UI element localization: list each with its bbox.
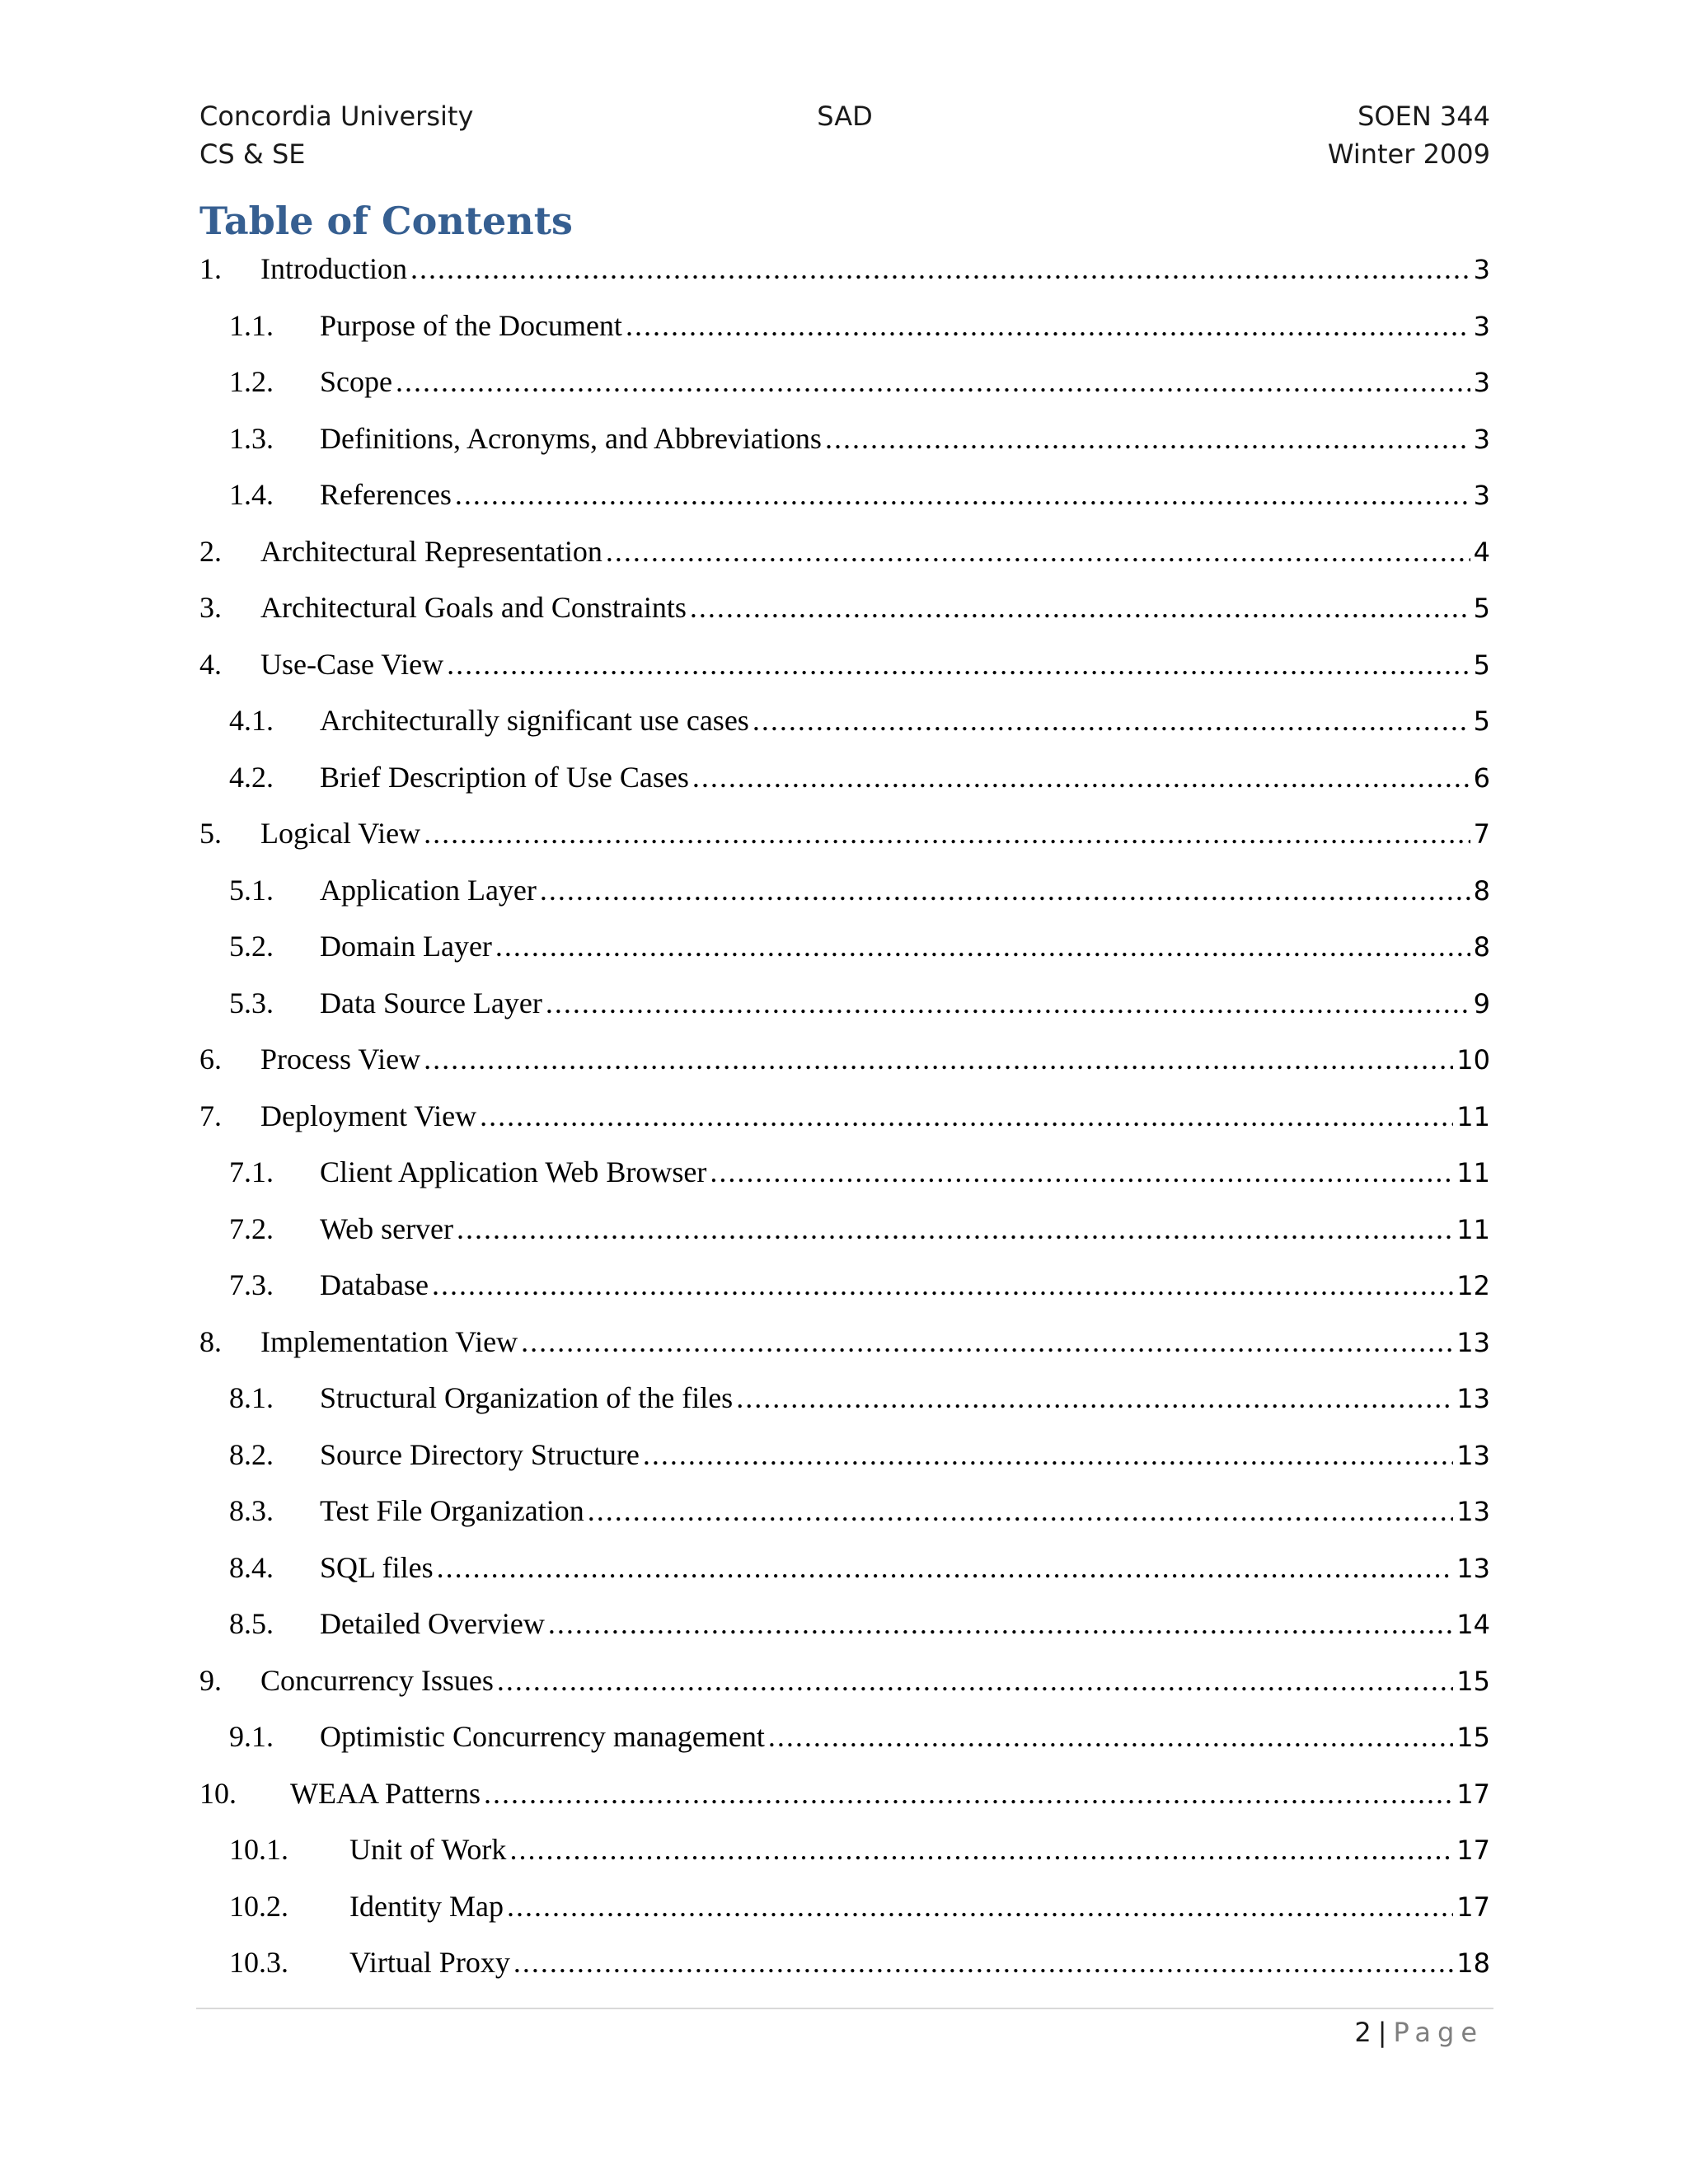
toc-dot-leader [768, 1717, 1453, 1756]
toc-dot-leader [410, 249, 1470, 288]
header-department: CS & SE [199, 138, 306, 170]
toc-entry-page[interactable]: 18 [1456, 1947, 1490, 1979]
toc-entry-title[interactable]: Concurrency Issues [260, 1663, 494, 1697]
toc-dot-leader [692, 757, 1470, 797]
toc-dot-leader [437, 1548, 1454, 1587]
toc-dot-leader [825, 419, 1470, 458]
toc-entry-number: 7. [199, 1099, 222, 1132]
toc-dot-leader [606, 532, 1470, 571]
toc-dot-leader [546, 983, 1470, 1023]
toc-entry-page[interactable]: 3 [1473, 423, 1490, 455]
toc-entry-page[interactable]: 5 [1473, 649, 1490, 681]
toc-entry[interactable] [199, 1717, 1490, 1774]
footer-page-word: Page [1393, 2017, 1484, 2048]
header-document-code: SAD [817, 101, 873, 132]
toc-entry-title[interactable]: Architectural Representation [260, 534, 603, 568]
toc-entry-page[interactable]: 13 [1456, 1383, 1490, 1414]
toc-dot-leader [432, 1265, 1453, 1305]
toc-dot-leader [736, 1378, 1453, 1418]
toc-entry-title[interactable]: Definitions, Acronyms, and Abbreviations [320, 421, 822, 455]
toc-dot-leader [643, 1435, 1453, 1474]
toc-entry-number: 5.1. [229, 873, 274, 907]
toc-entry-page[interactable]: 9 [1473, 987, 1490, 1019]
toc-entry-page[interactable]: 15 [1456, 1722, 1490, 1753]
toc-entry[interactable] [199, 1886, 1490, 1943]
toc-entry-number: 10.3. [229, 1946, 288, 1979]
toc-dot-leader [455, 475, 1470, 514]
toc-dot-leader [690, 588, 1470, 627]
toc-entry[interactable] [199, 1491, 1490, 1548]
toc-entry-title[interactable]: Detailed Overview [320, 1607, 545, 1640]
toc-entry-title[interactable]: References [320, 478, 452, 511]
toc-dot-leader [484, 1774, 1453, 1813]
toc-entry-title[interactable]: Brief Description of Use Cases [320, 760, 689, 794]
toc-dot-leader [626, 306, 1470, 345]
toc-dot-leader [540, 870, 1470, 910]
toc-entry-title[interactable]: Client Application Web Browser [320, 1155, 707, 1188]
toc-entry-page[interactable]: 3 [1473, 367, 1490, 398]
toc-entry-number: 1.2. [229, 365, 274, 398]
toc-entry-title[interactable]: Data Source Layer [320, 986, 542, 1019]
toc-entry-page[interactable]: 13 [1456, 1439, 1490, 1471]
toc-entry-title[interactable]: SQL files [320, 1550, 434, 1584]
toc-dot-leader [396, 362, 1470, 401]
toc-entry-number: 8.2. [229, 1437, 274, 1471]
toc-dot-leader [710, 1152, 1453, 1192]
toc-entry-number: 1. [199, 252, 222, 285]
toc-entry[interactable] [199, 1265, 1490, 1322]
toc-entry-title[interactable]: Test File Organization [320, 1494, 584, 1527]
header-university: Concordia University [199, 101, 474, 132]
toc-entry-page[interactable]: 11 [1456, 1213, 1490, 1245]
toc-entry-title[interactable]: Scope [320, 365, 392, 398]
toc-entry[interactable] [199, 1096, 1490, 1153]
toc-entry[interactable] [199, 1322, 1490, 1379]
toc-entry[interactable] [199, 1774, 1490, 1830]
toc-entry-page[interactable]: 13 [1456, 1496, 1490, 1527]
toc-entry-page[interactable]: 12 [1456, 1270, 1490, 1301]
toc-dot-leader [495, 926, 1470, 966]
toc-entry-number: 10. [199, 1776, 237, 1810]
toc-entry-title[interactable]: Introduction [260, 252, 407, 285]
toc-entry[interactable] [199, 306, 1490, 363]
toc-entry[interactable] [199, 1152, 1490, 1209]
footer-separator: | [1377, 2017, 1387, 2048]
toc-entry-page[interactable]: 17 [1456, 1778, 1490, 1810]
toc-entry-number: 8.4. [229, 1550, 274, 1584]
toc-entry[interactable] [199, 813, 1490, 870]
footer-divider [196, 2008, 1493, 2009]
toc-dot-leader [497, 1661, 1453, 1700]
toc-entry-title[interactable]: Optimistic Concurrency management [320, 1720, 765, 1753]
toc-entry-title[interactable]: Deployment View [260, 1099, 477, 1132]
toc-entry-title[interactable]: Architecturally significant use cases [320, 704, 749, 737]
table-of-contents [199, 249, 1490, 1999]
toc-entry[interactable] [199, 588, 1490, 644]
toc-entry-page[interactable]: 3 [1473, 480, 1490, 511]
toc-entry-number: 5.3. [229, 986, 274, 1019]
toc-dot-leader [753, 701, 1470, 740]
toc-entry-number: 4. [199, 647, 222, 681]
page-header [199, 97, 1490, 173]
toc-entry[interactable] [199, 1435, 1490, 1492]
toc-entry-page[interactable]: 11 [1456, 1100, 1490, 1132]
toc-entry-title[interactable]: WEAA Patterns [290, 1776, 481, 1810]
toc-entry[interactable] [199, 1378, 1490, 1435]
toc-dot-leader [513, 1943, 1453, 1982]
toc-entry-number: 9.1. [229, 1720, 274, 1753]
toc-entry-title[interactable]: Purpose of the Document [320, 308, 622, 342]
toc-dot-leader [457, 1209, 1453, 1249]
toc-dot-leader [447, 644, 1470, 684]
toc-entry[interactable] [199, 249, 1490, 306]
toc-entry-page[interactable]: 13 [1456, 1552, 1490, 1584]
header-term: Winter 2009 [1327, 138, 1490, 170]
toc-dot-leader [507, 1886, 1453, 1926]
toc-entry-title[interactable]: Web server [320, 1212, 454, 1245]
toc-entry-number: 10.2. [229, 1889, 288, 1923]
toc-entry-number: 6. [199, 1043, 222, 1076]
toc-entry-page[interactable]: 11 [1456, 1157, 1490, 1188]
toc-entry[interactable] [199, 1661, 1490, 1718]
page-footer [1354, 2013, 1484, 2052]
toc-entry-number: 7.1. [229, 1155, 274, 1188]
toc-entry-number: 5.2. [229, 930, 274, 963]
toc-dot-leader [521, 1322, 1453, 1361]
toc-dot-leader [424, 1039, 1453, 1079]
toc-dot-leader [480, 1096, 1453, 1136]
toc-entry-page[interactable]: 7 [1473, 818, 1490, 850]
toc-entry-number: 10.1. [229, 1833, 288, 1866]
toc-entry-page[interactable]: 5 [1473, 593, 1490, 624]
toc-heading: Table of Contents [199, 199, 573, 243]
toc-entry[interactable] [199, 1943, 1490, 1999]
toc-entry-title[interactable]: Process View [260, 1043, 421, 1076]
header-right [1328, 97, 1490, 173]
toc-entry-page[interactable]: 4 [1473, 536, 1490, 568]
toc-entry-number: 9. [199, 1663, 222, 1697]
toc-entry-title[interactable]: Identity Map [349, 1889, 504, 1923]
footer-page-number: 2 [1354, 2017, 1372, 2048]
toc-entry-page[interactable]: 15 [1456, 1665, 1490, 1697]
toc-entry[interactable] [199, 419, 1490, 476]
toc-dot-leader [548, 1604, 1453, 1643]
toc-entry[interactable] [199, 644, 1490, 701]
toc-entry-number: 1.4. [229, 478, 274, 511]
header-course: SOEN 344 [1357, 101, 1490, 132]
toc-entry-page[interactable]: 14 [1456, 1609, 1490, 1640]
toc-entry-title[interactable]: Database [320, 1268, 429, 1301]
toc-entry-number: 8. [199, 1324, 222, 1358]
toc-entry[interactable] [199, 1604, 1490, 1661]
toc-entry[interactable] [199, 362, 1490, 419]
toc-entry[interactable] [199, 926, 1490, 983]
toc-entry[interactable] [199, 757, 1490, 814]
toc-entry[interactable] [199, 1548, 1490, 1605]
toc-entry-number: 1.3. [229, 421, 274, 455]
toc-entry-number: 4.1. [229, 704, 274, 737]
toc-entry-page[interactable]: 17 [1456, 1891, 1490, 1923]
toc-entry[interactable] [199, 1039, 1490, 1096]
toc-entry-title[interactable]: Source Directory Structure [320, 1437, 640, 1471]
toc-entry-page[interactable]: 8 [1473, 931, 1490, 963]
toc-entry-number: 8.5. [229, 1607, 274, 1640]
toc-entry-page[interactable]: 13 [1456, 1326, 1490, 1358]
toc-entry-title[interactable]: Architectural Goals and Constraints [260, 591, 687, 624]
toc-entry-title[interactable]: Structural Organization of the files [320, 1381, 734, 1414]
toc-entry-page[interactable]: 5 [1473, 705, 1490, 737]
toc-dot-leader [424, 813, 1470, 853]
toc-entry-number: 3. [199, 591, 222, 624]
toc-entry-page[interactable]: 6 [1473, 762, 1490, 794]
toc-entry-title[interactable]: Domain Layer [320, 930, 492, 963]
toc-entry-page[interactable]: 8 [1473, 874, 1490, 907]
toc-entry[interactable] [199, 983, 1490, 1040]
toc-entry-page[interactable]: 10 [1456, 1044, 1490, 1076]
toc-entry-page[interactable]: 3 [1473, 254, 1490, 285]
toc-entry-number: 8.3. [229, 1494, 274, 1527]
toc-entry-number: 2. [199, 534, 222, 568]
toc-entry-page[interactable]: 17 [1456, 1835, 1490, 1866]
toc-entry[interactable] [199, 870, 1490, 927]
toc-entry-title[interactable]: Unit of Work [349, 1833, 507, 1866]
toc-entry[interactable] [199, 701, 1490, 757]
toc-entry-number: 4.2. [229, 760, 274, 794]
toc-entry-number: 8.1. [229, 1381, 274, 1414]
toc-entry-number: 5. [199, 817, 222, 850]
toc-entry-number: 7.2. [229, 1212, 274, 1245]
toc-entry[interactable] [199, 532, 1490, 588]
toc-dot-leader [588, 1491, 1454, 1530]
toc-entry-title[interactable]: Implementation View [260, 1324, 518, 1358]
toc-entry-title[interactable]: Logical View [260, 817, 421, 850]
toc-entry-number: 7.3. [229, 1268, 274, 1301]
toc-entry[interactable] [199, 475, 1490, 532]
toc-entry-title[interactable]: Use-Case View [260, 647, 444, 681]
toc-entry-number: 1.1. [229, 308, 274, 342]
toc-dot-leader [509, 1830, 1453, 1869]
toc-entry[interactable] [199, 1209, 1490, 1266]
toc-entry-title[interactable]: Virtual Proxy [349, 1946, 510, 1979]
toc-entry-title[interactable]: Application Layer [320, 873, 537, 907]
toc-entry-page[interactable]: 3 [1473, 310, 1490, 342]
toc-entry[interactable] [199, 1830, 1490, 1886]
